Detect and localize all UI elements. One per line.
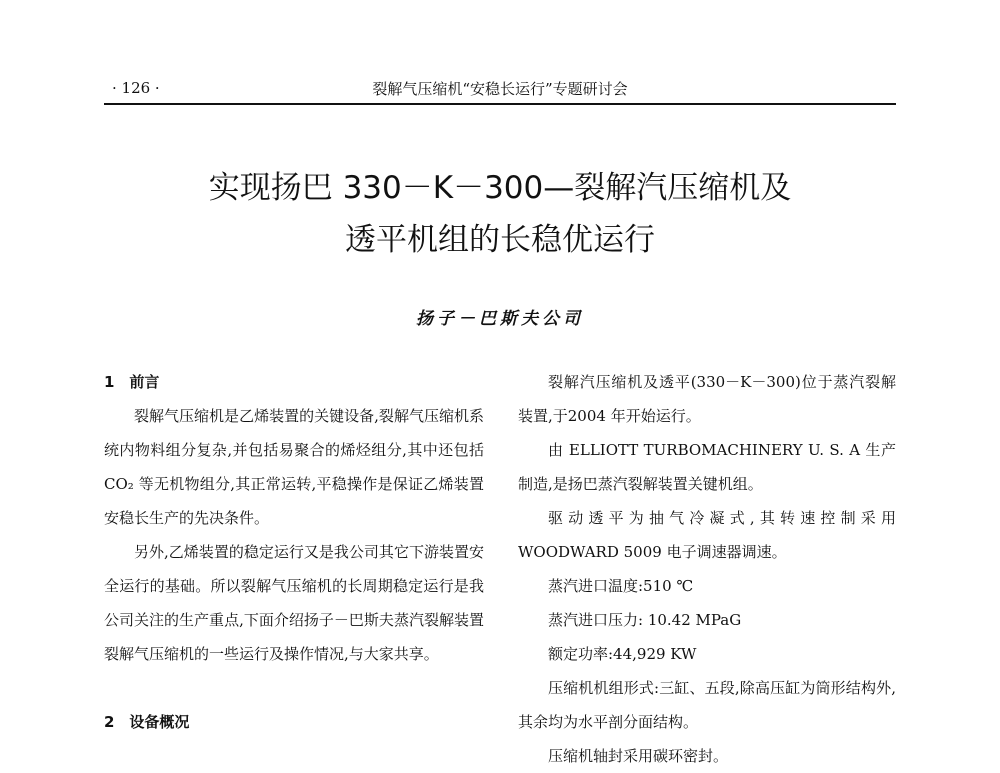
equipment-location-paragraph: 裂解汽压缩机及透平(330－K－300)位于蒸汽裂解装置,于2004 年开始运行。 <box>518 373 896 425</box>
title-line-2: 透平机组的长稳优运行 <box>345 222 655 258</box>
author-affiliation: 扬子－巴斯夫公司 <box>416 309 584 329</box>
section-2-heading: 2 设备概况 <box>104 713 190 731</box>
right-column <box>518 365 896 773</box>
intro-paragraph-1: 裂解气压缩机是乙烯装置的关键设备,裂解气压缩机系统内物料组分复杂,并包括易聚合的烯烃组分,其中还包括 CO₂ 等无机物组分,其正常运转,平稳操作是保证乙烯装置安稳长生产的先决条件。 <box>104 407 484 527</box>
steam-inlet-temperature: 蒸汽进口温度:510 ℃ <box>548 577 694 595</box>
running-title: 裂解气压缩机“安稳长运行”专题研讨会 <box>372 80 628 98</box>
section-gap <box>104 671 484 705</box>
intro-paragraph-2: 另外,乙烯装置的稳定运行又是我公司其它下游装置安全运行的基础。所以裂解气压缩机的长周期稳定运行是我公司关注的生产重点,下面介绍扬子－巴斯夫蒸汽裂解装置裂解气压缩机的一些运行及操作情况,与大家共享。 <box>104 543 484 663</box>
compressor-form-paragraph: 压缩机机组形式:三缸、五段,除高压缸为筒形结构外,其余均为水平剖分面结构。 <box>518 679 896 731</box>
paper-title <box>0 162 1000 266</box>
shaft-seal-paragraph: 压缩机轴封采用碳环密封。 <box>548 747 729 765</box>
title-line-1: 实现扬巴 330－K－300—裂解汽压缩机及 <box>208 170 792 206</box>
manufacturer-paragraph: 由 ELLIOTT TURBOMACHINERY U. S. A 生产制造,是扬巴蒸汽裂解装置关键机组。 <box>518 441 896 493</box>
left-column <box>104 365 484 739</box>
page-number: · 126 · <box>112 79 160 97</box>
header-rule <box>104 103 896 105</box>
section-1-heading: 1 前言 <box>104 373 160 391</box>
rated-power: 额定功率:44,929 KW <box>548 645 697 663</box>
turbine-control-paragraph: 驱动透平为抽气冷凝式,其转速控制采用 WOODWARD 5009 电子调速器调速。 <box>518 509 896 561</box>
steam-inlet-pressure: 蒸汽进口压力: 10.42 MPaG <box>548 611 742 629</box>
